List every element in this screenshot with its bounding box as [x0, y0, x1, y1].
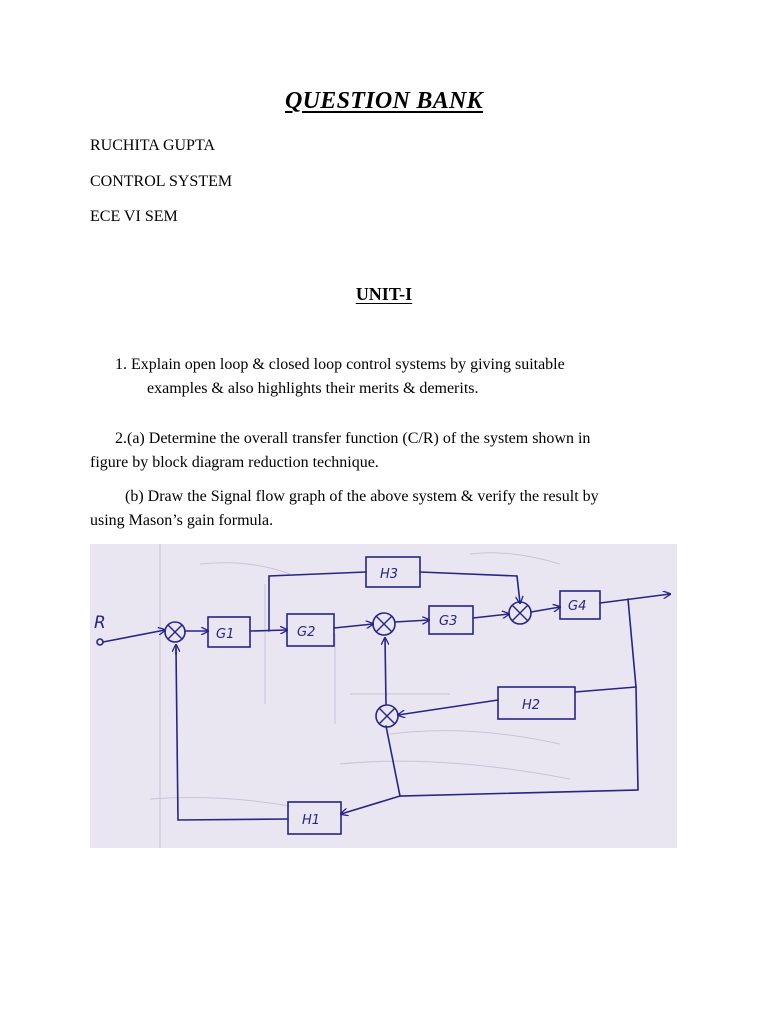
author-name: RUCHITA GUPTA — [90, 137, 215, 154]
block-diagram-figure — [90, 544, 677, 848]
question-2b-line-2: using Mason’s gain formula. — [90, 512, 274, 529]
question-1-line-1: 1. Explain open loop & closed loop control systems by giving suitable — [115, 356, 565, 373]
block-diagram-svg — [90, 544, 677, 848]
summing-junction-3 — [509, 602, 531, 624]
input-label: R — [94, 613, 106, 633]
block-h2-label: H2 — [522, 698, 541, 713]
question-2a-line-1: 2.(a) Determine the overall transfer function (C/R) of the system shown in — [115, 430, 591, 447]
block-h3-label: H3 — [380, 567, 399, 582]
block-h1-label: H1 — [302, 813, 321, 828]
summing-junction-2 — [373, 613, 395, 635]
unit-heading: UNIT-I — [355, 284, 413, 304]
course-name: ECE VI SEM — [90, 208, 178, 225]
page-title: QUESTION BANK — [285, 88, 483, 114]
summing-junction-4 — [376, 705, 398, 727]
subject-name: CONTROL SYSTEM — [90, 173, 233, 190]
block-g3-label: G3 — [439, 614, 458, 629]
block-g4-label: G4 — [568, 599, 587, 614]
block-g1-label: G1 — [216, 627, 235, 642]
question-2a-line-2: figure by block diagram reduction technique. — [90, 454, 379, 471]
summing-junction-1 — [165, 622, 185, 642]
question-1-line-2: examples & also highlights their merits & demerits. — [147, 380, 479, 397]
question-2b-line-1: (b) Draw the Signal flow graph of the above system & verify the result by — [125, 488, 599, 505]
paper-texture — [150, 544, 570, 848]
block-g2-label: G2 — [297, 625, 316, 640]
